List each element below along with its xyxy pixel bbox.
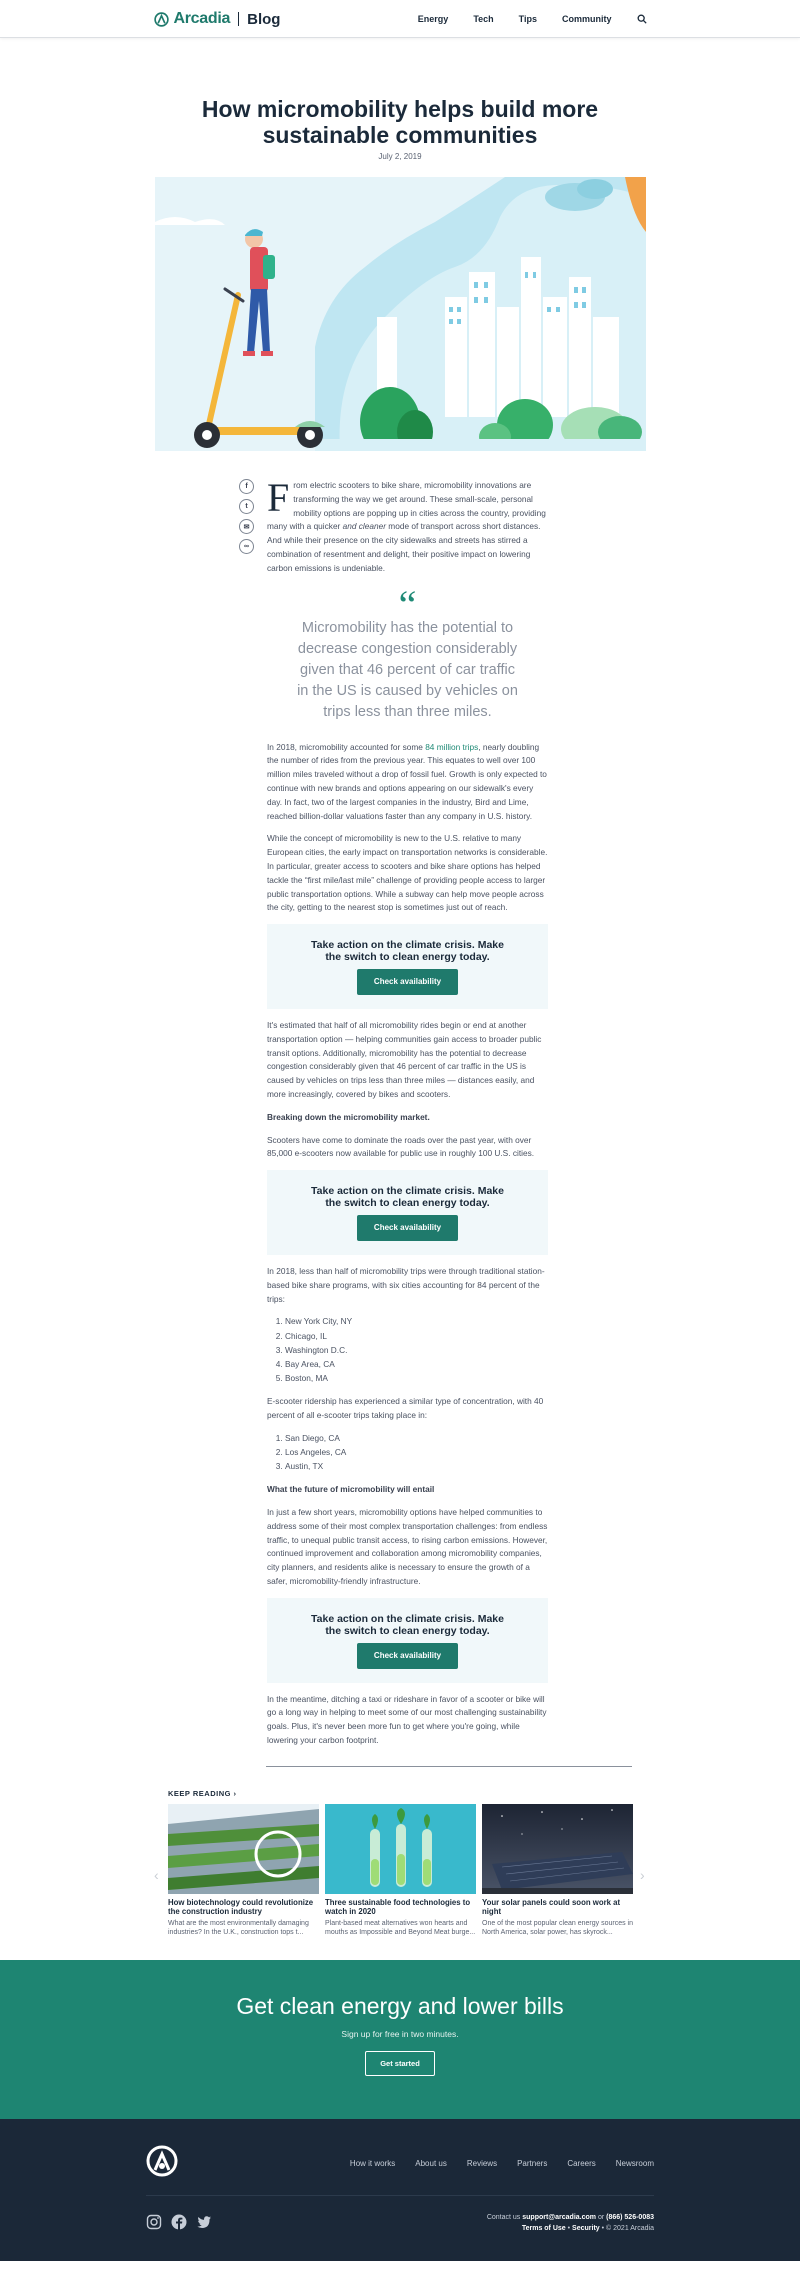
- footer-link-how-it-works[interactable]: How it works: [349, 2158, 396, 2168]
- contact-info: [487, 2212, 654, 2224]
- carousel-next-arrow-icon[interactable]: ›: [640, 1866, 645, 1883]
- support-phone-link[interactable]: (866) 526-0083: [606, 2213, 654, 2221]
- hero-scooter-city-image: [155, 177, 646, 451]
- hero-illustration: [155, 177, 646, 451]
- footer-link-partners[interactable]: Partners: [517, 2158, 548, 2168]
- paragraph: Scooters have come to dominate the roads over the past year, with over 85,000 e-scooters now available for public use in roughly 100 U.S. cities.: [267, 1134, 535, 1159]
- paragraph: In 2018, less than half of micromobility trips were through traditional station-based bike share programs, with six cities accounting for 84 percent of the trips:: [267, 1265, 545, 1304]
- footer-link-reviews[interactable]: Reviews: [466, 2158, 498, 2168]
- cta-title: Take action on the climate crisis. Make the switch to clean energy today.: [311, 1185, 504, 1210]
- terms-of-use-link[interactable]: Terms of Use: [521, 2224, 566, 2232]
- article-divider: [266, 1766, 632, 1767]
- cta-box: [267, 1170, 548, 1255]
- keep-reading-link[interactable]: KEEP READING ›: [168, 1788, 237, 1798]
- list-item: 3. Washington D.C.: [285, 1344, 548, 1358]
- footer-nav: [350, 2159, 654, 2168]
- cta-box: [267, 1598, 548, 1683]
- footer-link-about-us[interactable]: About us: [415, 2158, 447, 2168]
- card-image-solar-panels-night: [482, 1804, 633, 1894]
- card-title: How biotechnology could revolutionize the construction industry: [168, 1897, 314, 1917]
- list-item: 2. Los Angeles, CA: [285, 1446, 548, 1460]
- paragraph-text: In 2018, micromobility accounted for some: [267, 741, 426, 752]
- legal-links: [522, 2225, 654, 2232]
- article-wrapper: [0, 475, 800, 1748]
- social-links: [146, 2214, 212, 2230]
- twitter-icon[interactable]: t: [239, 499, 254, 514]
- post-date: July 2, 2019: [378, 152, 422, 161]
- legal-bullet: •: [601, 2224, 607, 2232]
- check-availability-button[interactable]: Check availability: [357, 1643, 458, 1669]
- carousel-prev-arrow-icon[interactable]: ‹: [154, 1866, 159, 1883]
- nav-energy[interactable]: Energy: [417, 14, 449, 24]
- contact-prefix: Contact us: [486, 2213, 523, 2221]
- bike-city-list: [285, 1315, 548, 1386]
- list-item: 5. Boston, MA: [285, 1372, 548, 1386]
- paragraph: [267, 741, 548, 824]
- keep-reading-section: [154, 1788, 645, 1938]
- related-card[interactable]: [168, 1804, 319, 1938]
- related-card[interactable]: [325, 1804, 476, 1938]
- main-nav: [418, 14, 647, 24]
- related-card[interactable]: [482, 1804, 633, 1938]
- list-item: 3. Austin, TX: [285, 1460, 548, 1474]
- cta-title: Take action on the climate crisis. Make the switch to clean energy today.: [311, 939, 504, 964]
- paragraph: While the concept of micromobility is new to the U.S. relative to many European cities, the early impact on transportation networks is considerable. In particular, greater access to scooters and bike share options has helped tackle the “first mile/last mile” challenge of providing people access to larger public transportation options. While a subway can help move people across the city, getting to the nearest stop is sometimes just out of reach.: [267, 833, 548, 913]
- copyright: © 2021 Arcadia: [606, 2224, 654, 2232]
- trips-link[interactable]: 84 million trips: [425, 741, 479, 752]
- arcadia-logo-icon[interactable]: [146, 2145, 178, 2177]
- post-header: [0, 38, 800, 161]
- contact-or: or: [596, 2213, 607, 2221]
- check-availability-button[interactable]: Check availability: [357, 969, 458, 995]
- card-title: Your solar panels could soon work at night: [482, 1897, 621, 1917]
- email-icon[interactable]: ✉: [239, 519, 254, 534]
- carousel: [154, 1804, 645, 1938]
- support-email-link[interactable]: support@arcadia.com: [522, 2213, 596, 2221]
- pull-quote: Micromobility has the potential to decrease congestion considerably given that 46 percent of car traffic in the US is caused by vehicles on trips less than three miles.: [297, 619, 518, 720]
- intro-paragraph: [267, 475, 548, 576]
- facebook-icon[interactable]: [171, 2214, 187, 2230]
- paragraph: E-scooter ridership has experienced a similar type of concentration, with 40 percent of all e-scooter trips taking place in:: [267, 1396, 544, 1421]
- link-icon[interactable]: ∞: [239, 539, 254, 554]
- card-description: Plant-based meat alternatives won hearts and mouths as Impossible and Beyond Meat burge...: [325, 1919, 476, 1937]
- footer-link-newsroom[interactable]: Newsroom: [615, 2158, 654, 2168]
- security-link[interactable]: Security: [572, 2224, 600, 2232]
- brand-logo-link[interactable]: [154, 10, 281, 28]
- card-image-green-building: [168, 1804, 319, 1894]
- site-header: [0, 0, 800, 38]
- list-item: 2. Chicago, IL: [285, 1330, 548, 1344]
- nav-community[interactable]: Community: [562, 14, 612, 24]
- nav-tips[interactable]: Tips: [518, 14, 537, 24]
- scooter-city-list: [285, 1432, 548, 1474]
- paragraph: In the meantime, ditching a taxi or rideshare in favor of a scooter or bike will go a long way in helping to meet some of our most challenging sustainability goals. Plus, it's never been more fun to get where you're going, while lowering your carbon footprint.: [267, 1693, 547, 1746]
- dropcap: F: [267, 475, 290, 520]
- card-title: Three sustainable food technologies to watch in 2020: [325, 1897, 471, 1917]
- intro-text-2: mode of transport across short distances. And while their presence on the city sidewalks and streets has stirred a combination of resentment and delight, their positive impact on lowering carbon emissions is undeniable.: [267, 521, 541, 573]
- arcadia-logo-icon: [154, 12, 169, 27]
- section-name: Blog: [247, 10, 281, 28]
- related-cards: [168, 1804, 634, 1938]
- site-footer: [0, 2119, 800, 2261]
- footer-link-careers[interactable]: Careers: [567, 2158, 596, 2168]
- intro-emphasis: and cleaner: [342, 521, 386, 532]
- post-title: How micromobility helps build more sustainable communities: [201, 96, 599, 148]
- section-heading: What the future of micromobility will entail: [267, 1484, 435, 1495]
- quote-mark-icon: “: [398, 581, 417, 627]
- twitter-icon[interactable]: [196, 2214, 212, 2230]
- promo-subtitle: Sign up for free in two minutes.: [341, 2028, 459, 2039]
- get-started-button[interactable]: Get started: [365, 2051, 435, 2076]
- card-description: One of the most popular clean energy sources in North America, solar power, has skyrock...: [482, 1919, 633, 1937]
- search-icon[interactable]: [637, 14, 647, 24]
- brand-divider: [238, 12, 239, 26]
- promo-title: Get clean energy and lower bills: [236, 1992, 564, 2019]
- list-item: 4. Bay Area, CA: [285, 1358, 548, 1372]
- intro-text-1: rom electric scooters to bike share, micromobility innovations are transforming the way we get around. These small-scale, personal mobility options are popping up in cities across the country, providing many with a quicker: [267, 480, 546, 532]
- paragraph: In just a few short years, micromobility options have helped communities to address some of their most complex transportation challenges: from endless traffic, to unequal public transit access, to rising carbon emissions. However, continued improvement and collaboration among micromobility companies, city planners, and residents alike is necessary to ensure the growth of a safer, micromobility-friendly infrastructure.: [267, 1507, 548, 1587]
- signup-promo: [0, 1960, 800, 2119]
- card-image-test-tubes: [325, 1804, 476, 1894]
- check-availability-button[interactable]: Check availability: [357, 1215, 458, 1241]
- paragraph: It's estimated that half of all micromobility rides begin or end at another transportation option — helping communities gain access to broader public transit options. Additionally, micromobility has the potential to decrease congestion considerably given that 46 percent of car traffic in the US is caused by vehicles on trips less than three miles — distances easily, and more increasingly, covered by bikes and scooters.: [267, 1019, 542, 1099]
- footer-divider: [146, 2195, 654, 2196]
- article-body: [267, 475, 548, 1748]
- brand-name: Arcadia: [173, 10, 231, 27]
- cta-box: [267, 924, 548, 1009]
- cta-title: Take action on the climate crisis. Make the switch to clean energy today.: [311, 1612, 504, 1637]
- nav-tech[interactable]: Tech: [473, 14, 494, 24]
- list-item: 1. New York City, NY: [285, 1315, 548, 1329]
- facebook-icon[interactable]: f: [239, 479, 254, 494]
- instagram-icon[interactable]: [146, 2214, 162, 2230]
- card-description: What are the most environmentally damaging industries? In the U.K., construction tops t...: [168, 1919, 309, 1937]
- paragraph-text: , nearly doubling the number of rides from the previous year. This equates to well over 100 million miles traveled without a drop of fossil fuel. Growth is only expected to continue with new brands and options appearing on our sidewalk's every day. In fact, two of the largest companies in the industry, Bird and Lime, reached billion-dollar valuations faster than any company in U.S. history.: [267, 741, 547, 821]
- share-bar: [239, 479, 254, 554]
- section-heading: Breaking down the micromobility market.: [267, 1111, 430, 1122]
- list-item: 1. San Diego, CA: [285, 1432, 548, 1446]
- legal-bullet: •: [567, 2224, 573, 2232]
